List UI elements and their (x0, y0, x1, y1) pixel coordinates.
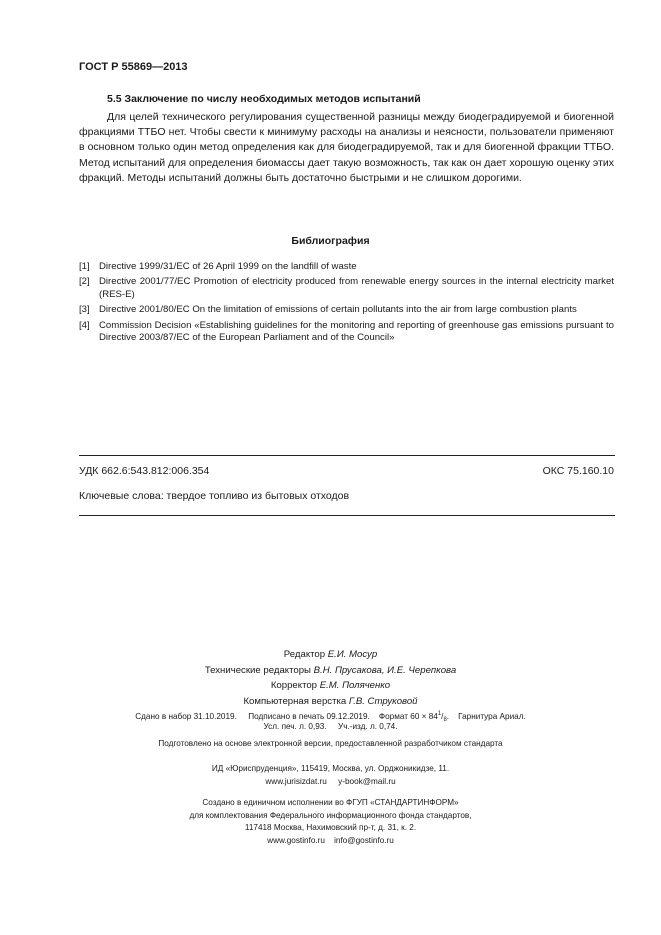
publisher-email: y-book@mail.ru (338, 776, 396, 786)
keywords: Ключевые слова: твердое топливо из бытовых отходов (79, 490, 350, 502)
created-note (0, 797, 661, 847)
section-title: 5.5 Заключение по числу необходимых методов испытаний (107, 93, 421, 105)
created-contacts (0, 835, 661, 848)
oks-code: ОКС 75.160.10 (542, 465, 614, 477)
bibliography-item-text: Commission Decision «Establishing guidelines for the monitoring and reporting of greenhouse gas emissions pursuant to Directive 2003/87/EC of the European Parliament and of the Council» (99, 319, 614, 344)
corrector-line (0, 678, 661, 694)
credits-block (0, 647, 661, 709)
layout-line (0, 694, 661, 710)
standard-id: ГОСТ Р 55869—2013 (79, 61, 188, 73)
top-divider (79, 455, 615, 456)
prepared-note: Подготовлено на основе электронной версии, предоставленной разработчиком стандарта (158, 739, 503, 748)
created-line-1: Создано в единичном исполнении во ФГУП «СТАНДАРТИНФОРМ» (202, 798, 459, 807)
bibliography-item-number: [3] (79, 304, 90, 316)
editor-label: Редактор (283, 649, 326, 660)
publication-line-1: Сдано в набор 31.10.2019. Подписано в печать 09.12.2019. Формат $60 \times 84^1/_8$. Гарнитура Ариал. (135, 711, 526, 723)
editor-name: Е.И. Мосур (327, 649, 378, 660)
bibliography-item (79, 320, 614, 346)
bottom-divider (79, 515, 615, 516)
udk-code: УДК 662.6:543.812:006.354 (79, 465, 210, 477)
bibliography-item-number: [2] (79, 276, 90, 288)
layout-name: Г.В. Струковой (348, 695, 418, 707)
section-body (79, 110, 614, 186)
section-paragraph: Для целей технического регулирования существенной разницы между биодеградируемой и биогенной фракциями ТТБО нет. Чтобы свести к минимуму расходы на анализы и неясности, пользователи применяют в основном только один метод определения как для биодеградируемой, так и для биогенной фракции ТТБО. Метод испытаний для определения биомассы дает такую возможность, так как он дает хорошую оценку этих фракций. Методы испытаний должны быть достаточно быстрыми и не слишком дорогими. (79, 111, 614, 184)
bibliography-list (79, 261, 614, 348)
bibliography-item (79, 276, 614, 302)
corrector-name: Е.М. Поляченко (319, 680, 391, 691)
typeset-date: Сдано в набор 31.10.2019. (135, 712, 237, 721)
bibliography-item (79, 261, 614, 274)
created-line-3: 117418 Москва, Нахимовский пр-т, д. 31, к. 2. (244, 823, 417, 832)
publisher-contacts (0, 776, 661, 789)
tech-editors-label: Технические редакторы (204, 664, 311, 676)
print-sheets: Усл. печ. л. 0,93. (263, 722, 327, 731)
tech-editors-line (0, 663, 661, 679)
bibliography-item (79, 304, 614, 317)
publisher-site: www.jurisizdat.ru (265, 776, 327, 786)
format-label: Формат 60 × 84 (378, 712, 438, 721)
signed-date: Подписано в печать 09.12.2019. (248, 712, 370, 721)
bibliography-item-text: Directive 1999/31/EC of 26 April 1999 on the landfill of waste (99, 261, 357, 272)
layout-label: Компьютерная верстка (243, 695, 347, 707)
editor-line (0, 647, 661, 663)
bibliography-item-number: [4] (79, 319, 90, 331)
created-site: www.gostinfo.ru (267, 835, 325, 845)
bibliography-title: Библиография (291, 235, 370, 247)
format-denominator: 8 (443, 717, 447, 723)
typeface: Гарнитура Ариал. (458, 712, 526, 721)
publisher-address: ИД «Юриспруденция», 115419, Москва, ул. Орджоникидзе, 11. (211, 764, 450, 773)
corrector-label: Корректор (270, 680, 318, 691)
publisher-imprint (0, 763, 661, 788)
created-email: info@gostinfo.ru (334, 835, 394, 845)
bibliography-item-number: [1] (79, 261, 90, 272)
publication-line-2 (0, 721, 661, 734)
bibliography-item-text: Directive 2001/80/EC On the limitation of emissions of certain pollutants into the air from large combustion plants (99, 304, 577, 316)
format-numerator: 1 (437, 711, 442, 717)
pub-sheets: Уч.-изд. л. 0,74. (338, 722, 398, 731)
created-line-2: для комплектования Федерального информационного фонда стандартов, (189, 810, 472, 820)
tech-editors-names: В.Н. Прусакова, И.Е. Черепкова (313, 664, 457, 676)
bibliography-item-text: Directive 2001/77/EC Promotion of electricity produced from renewable energy sources in the internal electricity market (RES-E) (99, 276, 614, 301)
